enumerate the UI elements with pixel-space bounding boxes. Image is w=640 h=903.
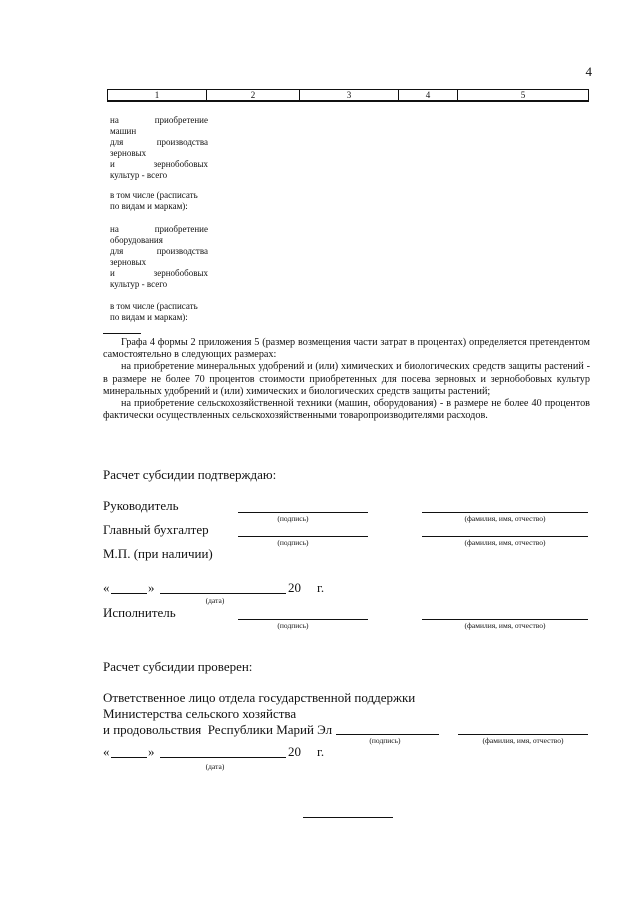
row-text: на приобретение xyxy=(110,224,208,234)
year-suffix: г. xyxy=(317,580,325,595)
executor-name-line[interactable] xyxy=(422,619,588,620)
row-text: оборудования xyxy=(110,235,163,245)
executor-label: Исполнитель xyxy=(103,605,176,620)
row-text: по видам и маркам): xyxy=(110,201,188,211)
footnote-text xyxy=(103,337,590,422)
row-text: и зернобобовых xyxy=(110,268,208,278)
full-name-caption: (фамилия, имя, отчество) xyxy=(464,621,546,630)
full-name-caption: (фамилия, имя, отчество) xyxy=(482,736,564,745)
row-text: для производства xyxy=(110,137,208,147)
verify-line-2: Министерства сельского хозяйства xyxy=(103,706,297,721)
verifier-signature-line[interactable] xyxy=(336,734,439,735)
row-text: для производства xyxy=(110,246,208,256)
confirm-heading: Расчет субсидии подтверждаю: xyxy=(103,467,277,482)
row-text: культур - всего xyxy=(110,279,168,289)
row-text: по видам и маркам): xyxy=(110,312,188,322)
row-text: в том числе (расписать xyxy=(110,190,198,200)
stamp-label: М.П. (при наличии) xyxy=(103,546,213,561)
head-label: Руководитель xyxy=(103,498,179,513)
footnote-paragraph: на приобретение минеральных удобрений и (или) химических и биологических средств защиты растений - в размере не более 70 процентов стоимости приобретенных для посева зерновых и зернобобовых культур минеральных удобрений и (или) химических и биологических средств защиты растений; xyxy=(103,361,590,397)
page-number: 4 xyxy=(585,64,592,79)
row-text: и зернобобовых xyxy=(110,159,208,169)
date-close-quote: » xyxy=(148,580,155,595)
column-number-row xyxy=(108,90,589,101)
month-line[interactable] xyxy=(160,757,286,758)
column-number-2: 2 xyxy=(207,90,300,101)
footnote-paragraph: на приобретение сельскохозяйственной техники (машин, оборудования) - в размере не более 40 процентов фактически осуществленных сельскохозяйственными товаропроизводителями расходов. xyxy=(103,398,590,422)
date-open-quote: « xyxy=(103,580,110,595)
year-suffix: г. xyxy=(317,744,325,759)
head-signature-line[interactable] xyxy=(238,512,368,513)
table-row-equipment xyxy=(110,224,208,290)
accountant-label: Главный бухгалтер xyxy=(103,522,209,537)
signature-caption: (подпись) xyxy=(369,736,401,745)
accountant-signature-line[interactable] xyxy=(238,536,368,537)
row-text: зерновых xyxy=(110,257,147,267)
accountant-name-line[interactable] xyxy=(422,536,588,537)
date-caption: (дата) xyxy=(205,596,225,605)
column-number-3: 3 xyxy=(300,90,399,101)
day-line[interactable] xyxy=(111,757,147,758)
row-text: машин xyxy=(110,126,137,136)
column-number-1: 1 xyxy=(108,90,207,101)
full-name-caption: (фамилия, имя, отчество) xyxy=(464,538,546,547)
signature-caption: (подпись) xyxy=(277,514,309,523)
month-line[interactable] xyxy=(160,593,286,594)
table-row-equipment-detail xyxy=(110,301,208,323)
footnote-separator xyxy=(103,333,141,334)
head-name-line[interactable] xyxy=(422,512,588,513)
year-prefix: 20 xyxy=(288,580,301,595)
signature-caption: (подпись) xyxy=(277,538,309,547)
footnote-paragraph: Графа 4 формы 2 приложения 5 (размер возмещения части затрат в процентах) определяется претендентом самостоятельно в следующих размерах: xyxy=(103,337,590,361)
row-text: в том числе (расписать xyxy=(110,301,198,311)
row-text: зерновых xyxy=(110,148,147,158)
year-prefix: 20 xyxy=(288,744,301,759)
verify-line-1: Ответственное лицо отдела государственной поддержки xyxy=(103,690,416,705)
verifier-name-line[interactable] xyxy=(458,734,588,735)
executor-signature-line[interactable] xyxy=(238,619,368,620)
date-caption: (дата) xyxy=(205,762,225,771)
verify-line-3: и продовольствия Республики Марий Эл xyxy=(103,722,333,737)
row-text: на приобретение xyxy=(110,115,208,125)
table-header-rule xyxy=(107,100,589,102)
column-number-5: 5 xyxy=(458,90,589,101)
table-row-machines-detail xyxy=(110,190,208,212)
row-text: культур - всего xyxy=(110,170,168,180)
verify-heading: Расчет субсидии проверен: xyxy=(103,659,253,674)
date-open-quote: « xyxy=(103,744,110,759)
end-of-document-rule xyxy=(303,817,393,818)
column-number-4: 4 xyxy=(399,90,458,101)
table-row-machines xyxy=(110,115,208,181)
signature-caption: (подпись) xyxy=(277,621,309,630)
day-line[interactable] xyxy=(111,593,147,594)
date-close-quote: » xyxy=(148,744,155,759)
full-name-caption: (фамилия, имя, отчество) xyxy=(464,514,546,523)
